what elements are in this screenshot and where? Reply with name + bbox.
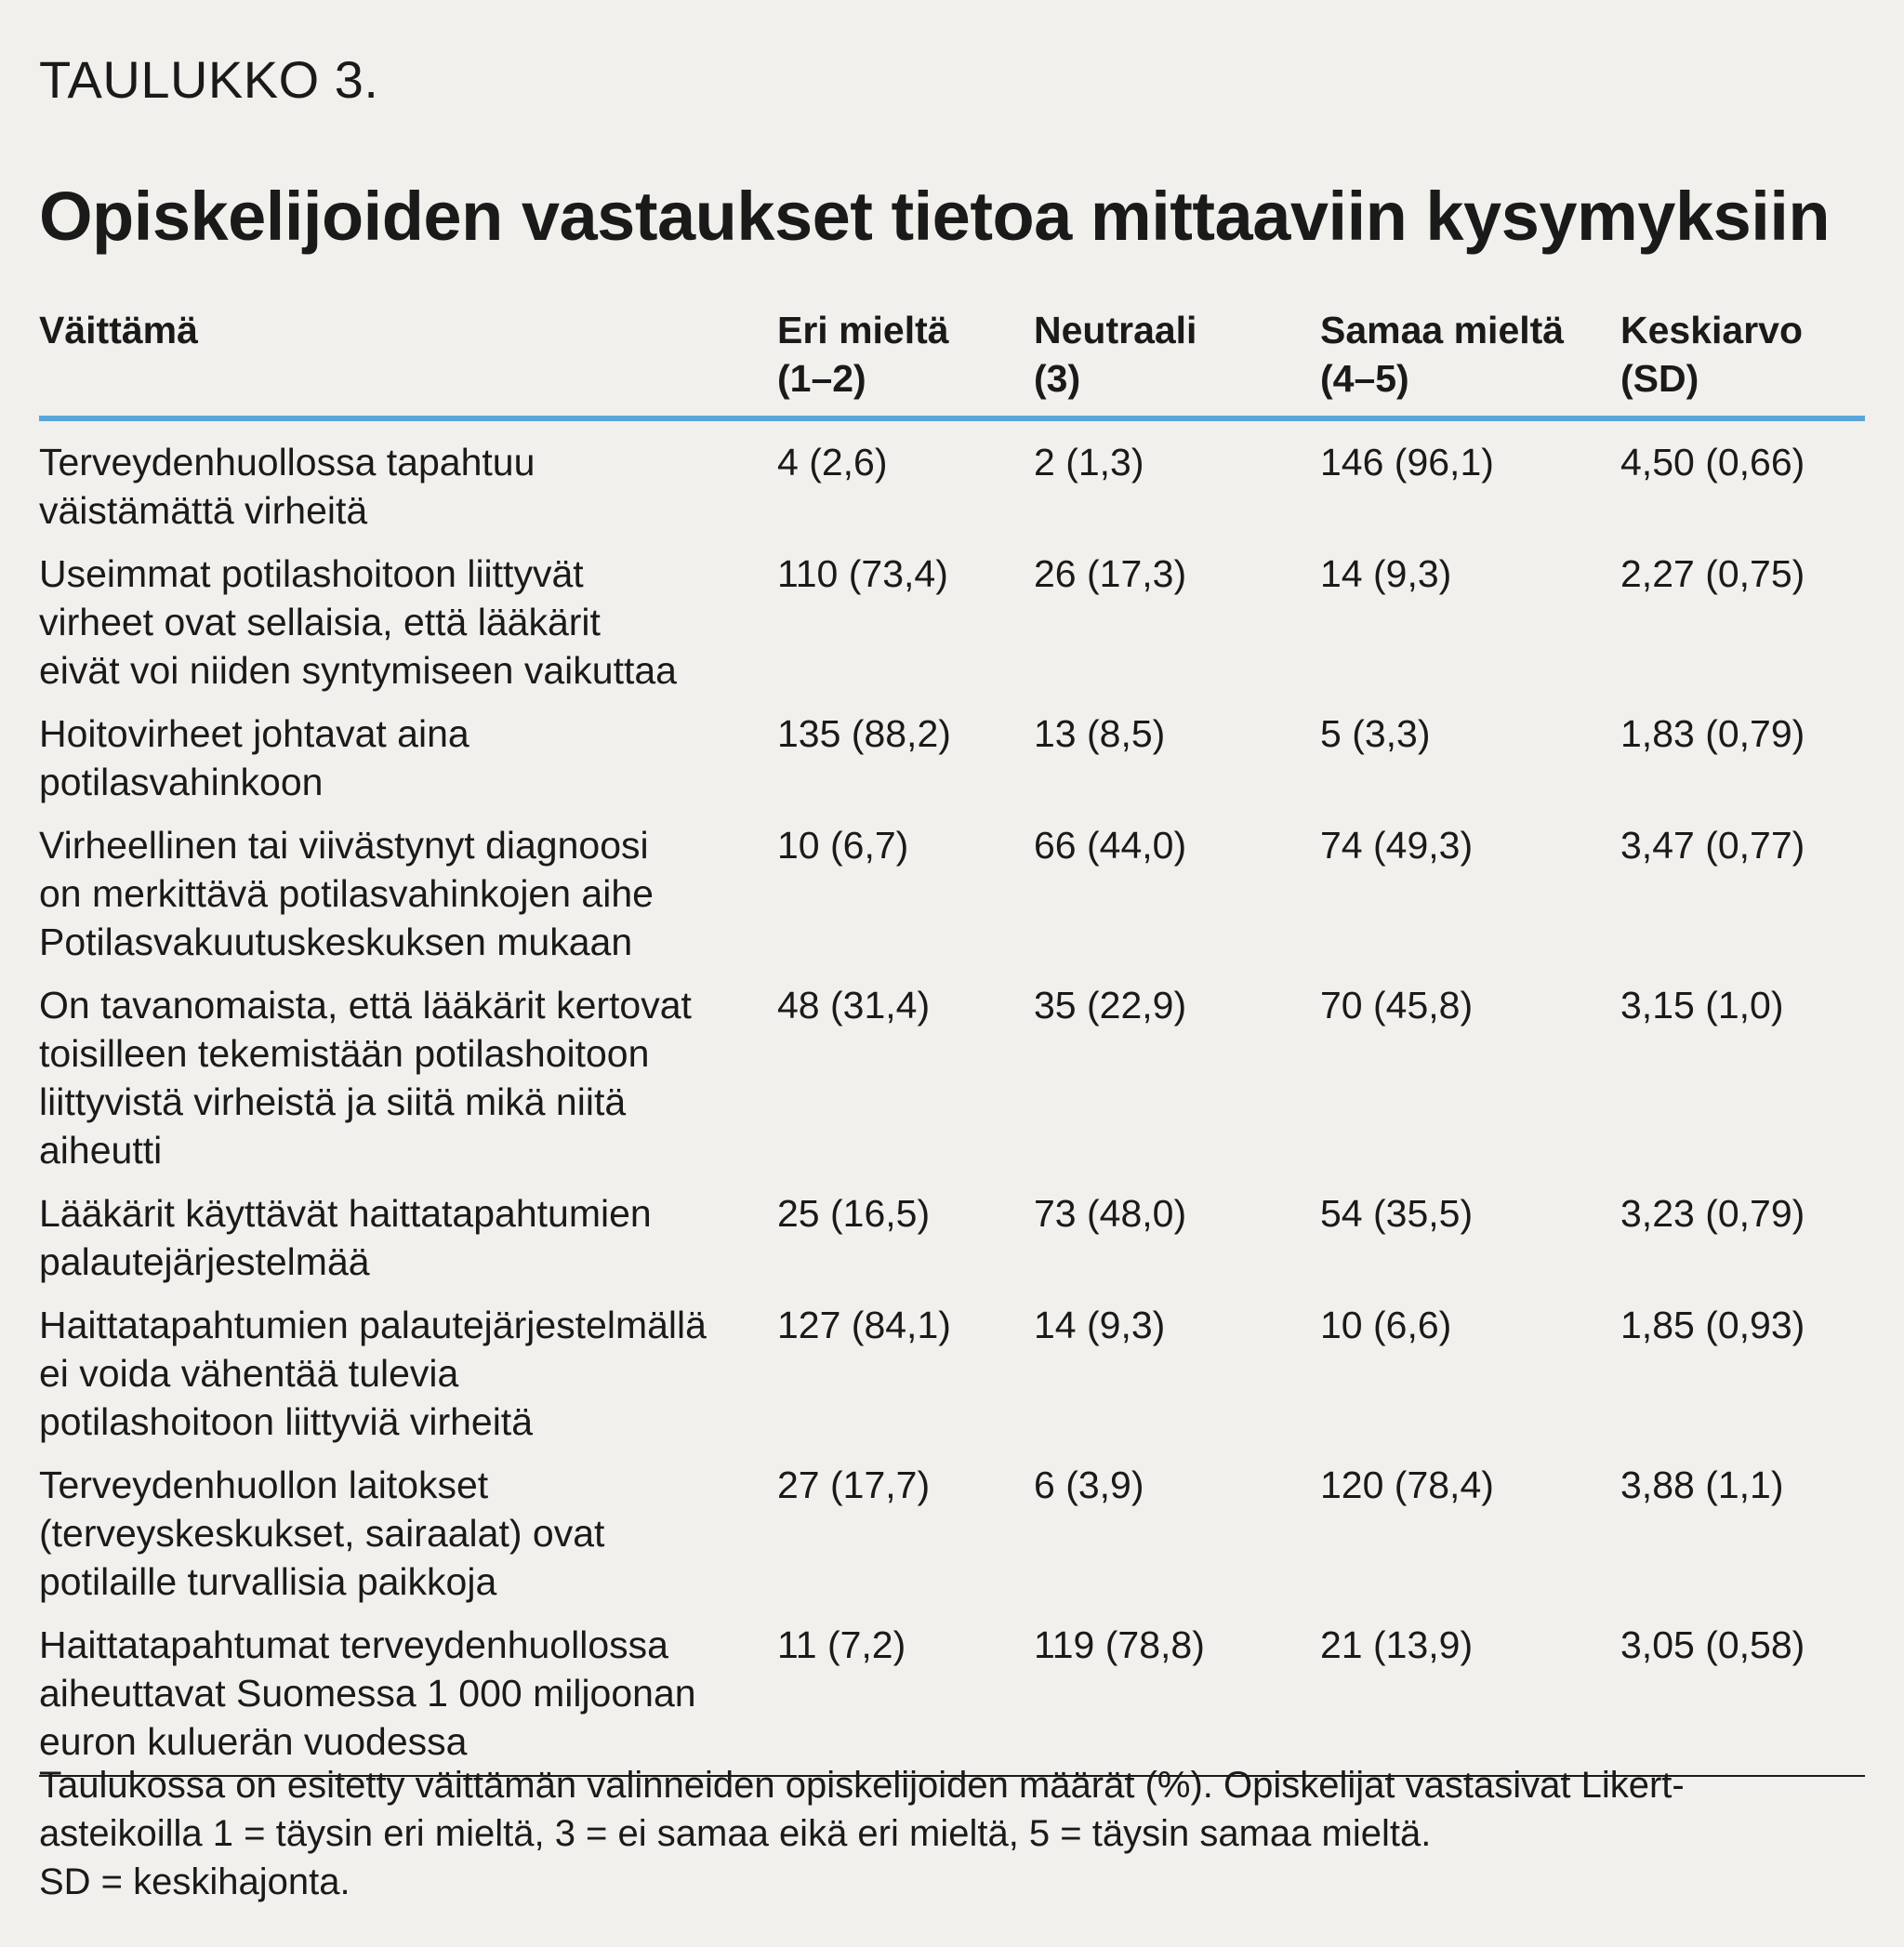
disagree-cell: 48 (31,4)	[777, 984, 931, 1026]
footnote-line: asteikoilla 1 = täysin eri mieltä, 3 = ei samaa eikä eri mieltä, 5 = täysin samaa mieltä.	[39, 1813, 1432, 1854]
statement-cell	[39, 418, 777, 536]
header-mean	[1620, 300, 1865, 418]
statement-line: On tavanomaista, että lääkärit kertovat	[39, 984, 692, 1026]
disagree-cell: 27 (17,7)	[777, 1464, 931, 1506]
statement-line: eivät voi niiden syntymiseen vaikuttaa	[39, 649, 677, 692]
table-row	[39, 1448, 1865, 1608]
mean-sd-cell: 3,88 (1,1)	[1620, 1464, 1784, 1506]
header-line: (1–2)	[777, 357, 866, 400]
header-line: Keskiarvo	[1620, 309, 1804, 351]
header-line: Väittämä	[39, 309, 198, 351]
statement-cell	[39, 968, 777, 1176]
agree-cell: 146 (96,1)	[1320, 441, 1494, 483]
statement-line: potilaille turvallisia paikkoja	[39, 1560, 497, 1603]
table-row	[39, 418, 1865, 536]
header-neutral	[1034, 300, 1320, 418]
agree-cell: 120 (78,4)	[1320, 1464, 1494, 1506]
statement-line: ei voida vähentää tulevia	[39, 1352, 459, 1395]
header-line: (4–5)	[1320, 357, 1409, 400]
header-row	[39, 300, 1865, 418]
neutral-cell: 73 (48,0)	[1034, 1192, 1187, 1235]
header-disagree	[777, 300, 1034, 418]
agree-cell: 14 (9,3)	[1320, 552, 1452, 595]
statement-cell	[39, 1448, 777, 1608]
statement-line: palautejärjestelmää	[39, 1240, 370, 1283]
disagree-cell: 11 (7,2)	[777, 1608, 1034, 1776]
statement-line: (terveyskeskukset, sairaalat) ovat	[39, 1512, 605, 1555]
table-number: TAULUKKO 3.	[39, 50, 379, 109]
statement-line: Hoitovirheet johtavat aina	[39, 712, 469, 755]
mean-sd-cell: 3,23 (0,79)	[1620, 1192, 1805, 1235]
agree-cell: 21 (13,9)	[1320, 1608, 1620, 1776]
agree-cell: 54 (35,5)	[1320, 1192, 1474, 1235]
disagree-cell: 135 (88,2)	[777, 712, 951, 755]
neutral-cell: 2 (1,3)	[1034, 441, 1144, 483]
mean-sd-cell: 3,05 (0,58)	[1620, 1608, 1865, 1776]
mean-sd-cell: 3,15 (1,0)	[1620, 984, 1784, 1026]
statement-line: Potilasvakuutuskeskuksen mukaan	[39, 921, 633, 963]
mean-sd-cell: 2,27 (0,75)	[1620, 552, 1805, 595]
table-body	[39, 418, 1865, 1776]
statement-line: virheet ovat sellaisia, että lääkärit	[39, 601, 601, 643]
table-row	[39, 808, 1865, 968]
agree-cell: 70 (45,8)	[1320, 984, 1474, 1026]
table-row	[39, 536, 1865, 696]
statement-line: aiheuttavat Suomessa 1 000 miljoonan	[39, 1672, 696, 1715]
header-line: (3)	[1034, 357, 1081, 400]
mean-sd-cell: 1,83 (0,79)	[1620, 712, 1805, 755]
statement-line: on merkittävä potilasvahinkojen aihe	[39, 872, 654, 915]
agree-cell: 74 (49,3)	[1320, 824, 1474, 867]
header-agree	[1320, 300, 1620, 418]
table-row	[39, 1288, 1865, 1448]
table-row	[39, 968, 1865, 1176]
neutral-cell: 14 (9,3)	[1034, 1304, 1166, 1346]
statement-line: euron kuluerän vuodessa	[39, 1720, 468, 1763]
statement-line: Haittatapahtumien palautejärjestelmällä	[39, 1304, 707, 1346]
statement-cell	[39, 1288, 777, 1448]
statement-line: väistämättä virheitä	[39, 489, 368, 532]
header-line: (SD)	[1620, 357, 1699, 400]
statement-line: potilashoitoon liittyviä virheitä	[39, 1400, 533, 1443]
statement-line: Useimmat potilashoitoon liittyvät	[39, 552, 584, 595]
table-title: Opiskelijoiden vastaukset tietoa mittaaviin kysymyksiin	[39, 178, 1831, 255]
disagree-cell: 127 (84,1)	[777, 1304, 951, 1346]
disagree-cell: 10 (6,7)	[777, 824, 909, 867]
footnote-line: Taulukossa on esitetty väittämän valinneiden opiskelijoiden määrät (%). Opiskelijat vastasivat Likert-	[39, 1765, 1685, 1806]
statement-cell	[39, 536, 777, 696]
neutral-cell: 35 (22,9)	[1034, 984, 1187, 1026]
disagree-cell: 4 (2,6)	[777, 441, 888, 483]
statement-line: Virheellinen tai viivästynyt diagnoosi	[39, 824, 649, 867]
statement-line: liittyvistä virheistä ja siitä mikä niitä	[39, 1080, 627, 1123]
statement-cell	[39, 808, 777, 968]
neutral-cell: 119 (78,8)	[1034, 1608, 1320, 1776]
statement-line: Haittatapahtumat terveydenhuollossa	[39, 1623, 668, 1666]
statement-line: potilasvahinkoon	[39, 761, 324, 803]
results-table	[39, 300, 1865, 1777]
neutral-cell: 26 (17,3)	[1034, 552, 1187, 595]
disagree-cell: 110 (73,4)	[777, 552, 948, 595]
header-line: Samaa mieltä	[1320, 309, 1565, 351]
statement-cell	[39, 1176, 777, 1288]
statement-line: Terveydenhuollon laitokset	[39, 1464, 489, 1506]
neutral-cell: 13 (8,5)	[1034, 712, 1166, 755]
disagree-cell: 25 (16,5)	[777, 1192, 931, 1235]
header-statement	[39, 300, 777, 418]
footnote-line: SD = keskihajonta.	[39, 1861, 350, 1902]
header-line: Neutraali	[1034, 309, 1197, 351]
mean-sd-cell: 4,50 (0,66)	[1620, 441, 1805, 483]
statement-line: toisilleen tekemistään potilashoitoon	[39, 1032, 650, 1075]
agree-cell: 10 (6,6)	[1320, 1304, 1452, 1346]
neutral-cell: 6 (3,9)	[1034, 1464, 1144, 1506]
table-row	[39, 1608, 1865, 1776]
header-line: Eri mieltä	[777, 309, 949, 351]
statement-cell	[39, 1608, 777, 1776]
statement-line: aiheutti	[39, 1129, 163, 1172]
statement-line: Lääkärit käyttävät haittatapahtumien	[39, 1192, 652, 1235]
mean-sd-cell: 1,85 (0,93)	[1620, 1304, 1805, 1346]
neutral-cell: 66 (44,0)	[1034, 824, 1187, 867]
agree-cell: 5 (3,3)	[1320, 712, 1431, 755]
statement-line: Terveydenhuollossa tapahtuu	[39, 441, 536, 483]
table-row	[39, 696, 1865, 808]
mean-sd-cell: 3,47 (0,77)	[1620, 824, 1805, 867]
table-row	[39, 1176, 1865, 1288]
table-footnote	[39, 1761, 1865, 1906]
statement-cell	[39, 696, 777, 808]
